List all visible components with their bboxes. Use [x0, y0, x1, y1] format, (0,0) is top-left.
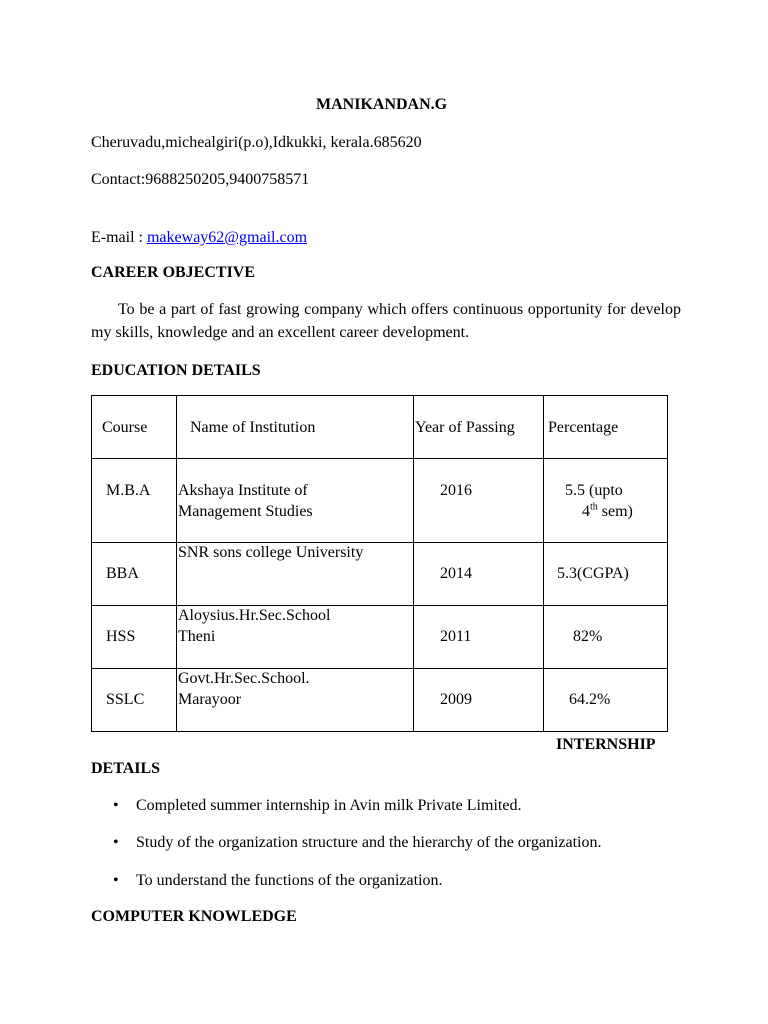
institution-line-1: Govt.Hr.Sec.School. [178, 670, 310, 687]
course-cell: HSS [106, 628, 136, 645]
course-cell: SSLC [106, 691, 145, 708]
year-cell: 2014 [440, 565, 472, 582]
email-line [91, 228, 307, 248]
year-cell: 2009 [440, 691, 472, 708]
contact-line: Contact:9688250205,9400758571 [91, 171, 310, 188]
column-header-year: Year of Passing [415, 419, 515, 436]
computer-knowledge-heading: COMPUTER KNOWLEDGE [91, 908, 297, 925]
email-label: E-mail : [91, 229, 147, 246]
percentage-line-2: 4th sem) [582, 501, 633, 520]
percentage-line-1: 5.5 (upto [565, 482, 623, 499]
institution-line-1: Akshaya Institute of [178, 482, 308, 499]
education-heading: EDUCATION DETAILS [91, 362, 261, 379]
list-item-text: Study of the organization structure and the hierarchy of the organization. [136, 834, 602, 851]
table-row [92, 543, 668, 606]
bullet-icon: • [113, 872, 119, 889]
column-header-percentage: Percentage [548, 419, 619, 436]
institution-line-2: Management Studies [178, 503, 313, 520]
column-header-institution: Name of Institution [190, 419, 316, 436]
year-cell: 2016 [440, 482, 472, 499]
percentage-line-1: 82% [573, 628, 603, 645]
address-line: Cheruvadu,michealgiri(p.o),Idkukki, kerala.685620 [91, 134, 422, 151]
course-cell: BBA [106, 565, 139, 582]
table-row [92, 669, 668, 732]
internship-heading-part1: INTERNSHIP [556, 736, 656, 753]
course-cell: M.B.A [106, 482, 151, 499]
career-objective-heading: CAREER OBJECTIVE [91, 264, 256, 281]
column-header-course: Course [102, 419, 148, 436]
table-row [92, 459, 668, 543]
candidate-name: MANIKANDAN.G [316, 96, 448, 113]
institution-line-2: Theni [178, 628, 216, 645]
table-header-row [92, 396, 668, 459]
list-item-text: Completed summer internship in Avin milk Private Limited. [136, 797, 522, 814]
year-cell: 2011 [440, 628, 472, 645]
career-objective-text: To be a part of fast growing company which offers continuous opportunity for develop my skills, knowledge and an excellent career development. [91, 301, 681, 341]
table-row [92, 606, 668, 669]
percentage-line-1: 5.3(CGPA) [557, 565, 629, 582]
bullet-icon: • [113, 834, 119, 851]
internship-heading-part2: DETAILS [91, 760, 161, 777]
percentage-line-1: 64.2% [569, 691, 611, 708]
institution-line-2: Marayoor [178, 691, 242, 708]
email-link[interactable]: makeway62@gmail.com [146, 229, 308, 246]
list-item-text: To understand the functions of the organization. [136, 872, 443, 889]
institution-line-1: SNR sons college University [178, 544, 364, 561]
bullet-icon: • [113, 797, 119, 814]
education-table [91, 395, 668, 732]
institution-line-1: Aloysius.Hr.Sec.School [178, 607, 331, 624]
